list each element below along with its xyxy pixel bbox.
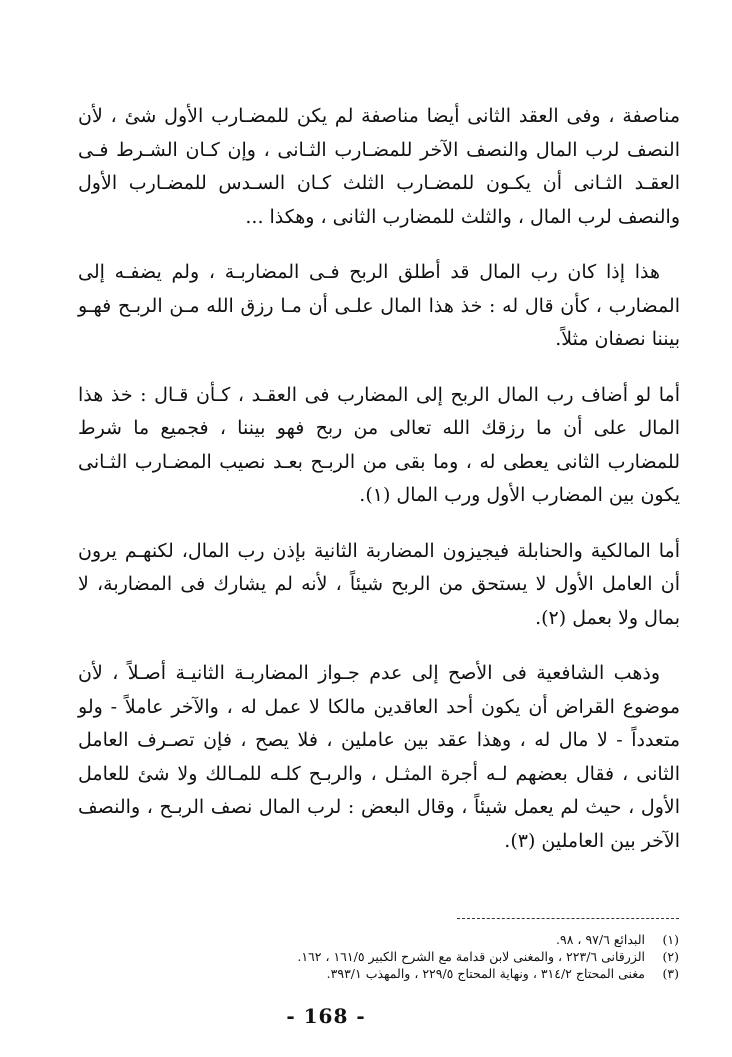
paragraph-1: مناصفة ، وفى العقد الثانى أيضا مناصفة لم يكن للمضـارب الأول شئ ، لأن النصف لرب المال والنصف الآخر للمضـارب الثـانى ، وإن كـان الشـرط فـى العقـد الثـانى أن يكـون للمضـارب الثلث كـان السـدس للمضـارب الأول والنصف لرب المال ، والثلث للمضارب الثانى ، وهكذا ... bbox=[78, 105, 680, 228]
footnote-number: (١) bbox=[662, 932, 679, 947]
page-number: - 168 - bbox=[286, 1004, 366, 1028]
footnote-3 bbox=[119, 965, 679, 982]
paragraph-2: هذا إذا كان رب المال قد أطلق الربح فـى المضاربـة ، ولم يضفـه إلى المضارب ، كأن قال له : خذ هذا المال علـى أن مـا رزق الله مـن الربـح فهـو بيننا نصفان مثلاً. bbox=[78, 261, 680, 350]
footnote-text: البدائع ٩٧/٦ ، ٩٨. bbox=[556, 932, 645, 947]
footnote-divider bbox=[457, 918, 679, 919]
paragraph-4: أما المالكية والحنابلة فيجيزون المضاربة الثانية بإذن رب المال، لكنهـم يرون أن العامل الأول لا يستحق من الربح شيئاً ، لأنه لم يشارك فى المضاربة، لا بمال ولا بعمل (٢). bbox=[78, 539, 680, 629]
footnote-text: مغنى المحتاج ٣١٤/٢ ، ونهاية المحتاج ٢٢٩/٥ ، والمهذب ٣٩٣/١. bbox=[326, 966, 645, 981]
footnote-2 bbox=[119, 948, 679, 965]
footnotes bbox=[119, 931, 679, 982]
paragraph-5: وذهب الشافعية فى الأصح إلى عدم جـواز المضاربـة الثانيـة أصـلاً ، لأن موضوع القراض أن يكون أحد العاقدين مالكا لا عمل له ، والآخر عاملاً - ولو متعدداً - لا مال له ، وهذا عقد بين عاملين ، فلا يصح ، فإن تصـرف العامل الثانى ، فقال بعضهم لـه أجرة المثـل ، والربـح كلـه للمـالك ولا شئ للعامل الأول ، حيث لم يعمل شيئاً ، وقال البعض : لرب المال نصف الربـح ، والنصف الآخر بين العاملين (٣). bbox=[78, 662, 680, 852]
footnote-text: الزرقانى ٢٢٣/٦ ، والمغنى لابن قدامة مع الشرح الكبير ١٦١/٥ ، ١٦٢. bbox=[297, 949, 645, 964]
footnote-1 bbox=[119, 931, 679, 948]
paragraph-3: أما لو أضاف رب المال الربح إلى المضارب فى العقـد ، كـأن قـال : خذ هذا المال على أن ما رزقك الله تعالى من ربح فهو بيننا ، فجميع ما شرط للمضارب الثانى يعطى له ، وما بقى من الربـح بعـد نصيب المضـارب الثـانى يكون بين المضارب الأول ورب المال (١). bbox=[78, 383, 680, 506]
footnote-number: (٢) bbox=[662, 949, 679, 964]
footnote-number: (٣) bbox=[662, 966, 679, 981]
main-text bbox=[78, 100, 680, 858]
